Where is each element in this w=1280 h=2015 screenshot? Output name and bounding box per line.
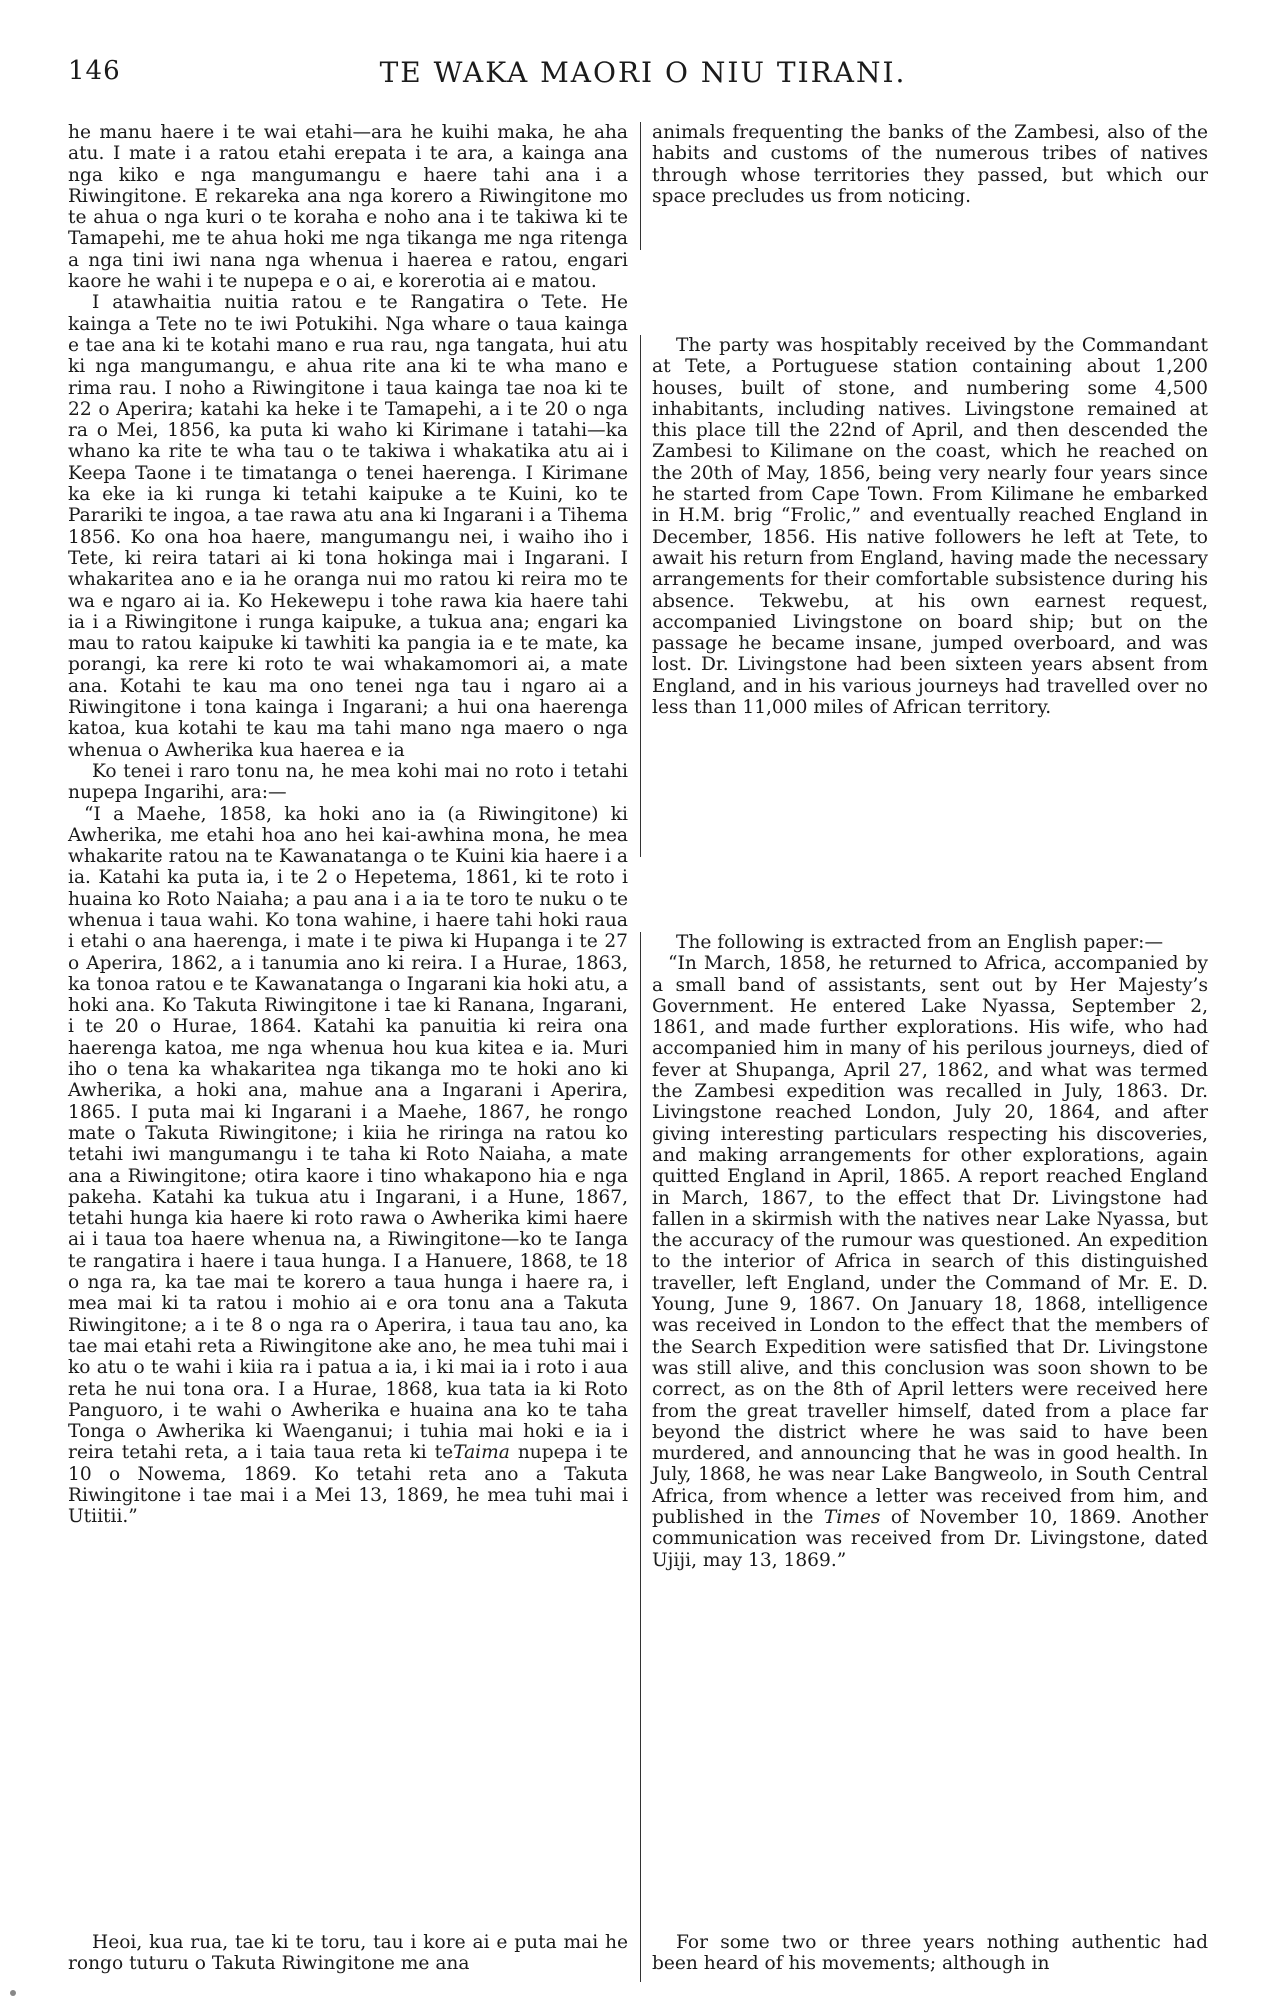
maori-paragraph-final: Heoi, kua rua, tae ki te toru, tau i kore ai e puta mai he rongo tuturu o Takuta Riwingitone me ana xyxy=(68,1932,628,1975)
maori-paragraph-3: Ko tenei i raro tonu na, he mea kohi mai no roto i tetahi nupepa Ingarihi, ara:— xyxy=(68,760,628,804)
taima-italic: Taima xyxy=(453,1442,510,1464)
english-block-animals xyxy=(652,122,1208,207)
maori-quote-text: “I a Maehe, 1858, ka hoki ano ia (a Riwingitone) ki Awherika, me etahi hoa ano hei kai-awhina mona, he mea whakarite ratou na te Kawanatanga o te Kuini kia haere i a ia. Katahi ka puta ia, i te 2 o Hepetema, 1861, ki te roto i huaina ko Roto Naiaha; a pau ana i a ia te toro te nuku o te whenua i taua wahi. Ko tona wahine, i haere tahi hoki raua i etahi o ana haerenga, i mate i te piwa ki Hupanga i te 27 o Aperira, 1862, a i tanumia ano ki reira. I a Hurae, 1863, ka tonoa ratou e te Kawanatanga o Ingarani kia hoki atu, a hoki ana. Ko Takuta Riwingitone i tae ki Ranana, Ingarani, i te 20 o Hurae, 1864. Katahi ka panuitia ki reira ona haerenga katoa, me nga whenua hou kua kitea e ia. Muri iho o tena ka whakaritea nga tikanga mo te hoki ano ki Awherika, a hoki ana, mahue ana a Ingarani i Aperira, 1865. I puta mai ki Ingarani i a Maehe, 1867, he rongo mate o Takuta Riwingitone; i kiia he riringa na ratou ko tetahi iwi mangumangu i te taha ki Roto Naiaha, a mate ana a Riwingitone; otira kaore i tino whakapono hia e nga pakeha. Katahi ka tukua atu i Ingarani, i a Hune, 1867, tetahi hunga kia haere ki roto rawa o Awherika kimi haere ai i taua toa haere whenua na, a Riwingitone—ko te Ianga te rangatira i haere i taua hunga. I a Hanuere, 1868, te 18 o nga ra, ka tae mai te korero a taua hunga i haere ra, i mea mai ki ta ratou i mohio ai e ora tonu ana a Takuta Riwingitone; a i te 8 o nga ra o Aperira, i taua tau ano, ka tae mai etahi reta a Riwingitone ake ano, he mea tuhi mai i ko atu o te wahi i kiia ra i patua a ia, i ki mai ia i roto i aua reta he nui tona ora. I a Hurae, 1868, kua tata ia ki Roto Panguoro, i te wahi o Awherika e huaina ana ko te taha Tonga o Awherika ki Waenganui; i tuhia mai hoki e ia i reira tetahi reta, a i taia taua reta ki te xyxy=(68,803,628,1464)
maori-paragraph-2: I atawhaitia nuitia ratou e te Rangatira o Tete. He kainga a Tete no te iwi Potukihi. Nga whare o taua kainga e tae ana ki te kotahi mano e rua rau, nga tangata, hui atu ki nga mangumangu, e ahua rite ana ki te wha mano e rima rau. I noho a Riwingitone i taua kainga tae noa ki te 22 o Aperira; katahi ka heke i te Tamapehi, a i te 20 o nga ra o Mei, 1856, ka puta ki waho ki Kirimane i tatahi—ka whano ka rite te wha tau o te takiwa i whakatika atu ai i Keepa Taone i te timatanga o tenei haerenga. I Kirimane ka eke ia ki runga ki tetahi kaipuke a te Kuini, ko te Parariki te ingoa, a tae rawa atu ana ki Ingarani i a Tihema 1856. Ko ona hoa haere, mangumangu nei, i waiho iho i Tete, ki reira tatari ai ki tona hokinga mai i Ingarani. I whakaritea ano e ia he oranga nui mo ratou ki reira mo te wa e ngaro ai ia. Ko Hekewepu i tohe rawa kia haere tahi ia i a Riwingitone i runga kaipuke, a tukua ana; engari ka mau to ratou kaipuke ki tawhiti ka pangia ia e te mate, ka porangi, ka rere ki roto te wai whakamomori ai, a mate ana. Kotahi te kau ma ono tenei nga tau i ngaro ai a Riwingitone i tona kainga i Ingarani; a hui ona haerenga katoa, kua kotahi te kau ma tahi mano nga maero o nga whenua o Awherika kua haerea e ia xyxy=(68,292,628,761)
maori-column-block-2 xyxy=(68,1932,628,1975)
maori-column-block-1 xyxy=(68,122,628,1528)
english-block-quote xyxy=(652,932,1208,1571)
column-divider xyxy=(640,122,641,250)
english-paragraph-2: The party was hospitably received by the Commandant at Tete, a Portuguese station containing about 1,200 houses, built of stone, and numbering some 4,500 inhabitants, including natives. Livingstone remained at this place till the 22nd of April, and then descended the Zambesi to Kilimane on the coast, which he reached on the 20th of May, 1856, being very nearly four years since he started from Cape Town. From Kilimane he embarked in H.M. brig “Frolic,” and eventually reached England in December, 1856. His native followers he left at Tete, to await his return from England, having made the necessary arrangements for their comfortable subsistence during his absence. Tekwebu, at his own earnest request, accompanied Livingstone on board ship; but on the passage he became insane, jumped overboard, and was lost. Dr. Livingstone had been sixteen years absent from England, and in his various journeys had travelled over no less than 11,000 miles of African territory. xyxy=(652,335,1208,719)
column-divider xyxy=(640,932,641,1932)
times-italic: Times xyxy=(823,1507,881,1529)
english-paragraph-final: For some two or three years nothing authentic had been heard of his movements; although in xyxy=(652,1932,1208,1975)
english-quote-end: of November 10, 1869. Another communication was received from Dr. Livingstone, dated Ujiji, may 13, 1869.” xyxy=(652,1507,1209,1571)
page-header xyxy=(68,56,1218,100)
maori-quote-paragraph xyxy=(68,804,628,1528)
english-quote-text: “In March, 1858, he returned to Africa, accompanied by a small band of assistants, sent out by Her Majesty’s Government. He entered Lake Nyassa, September 2, 1861, and made further explorations. His wife, who had accompanied him in many of his perilous journeys, died of fever at Shupanga, April 27, 1862, and what was termed the Zambesi expedition was recalled in July, 1863. Dr. Livingstone reached London, July 20, 1864, and after giving interesting particulars respecting his discoveries, and making arrangements for other explorations, again quitted England in April, 1865. A report reached England in March, 1867, to the effect that Dr. Livingstone had fallen in a skirmish with the natives near Lake Nyassa, but the accuracy of the rumour was questioned. An expedition to the interior of Africa in search of this distinguished traveller, left England, under the Command of Mr. E. D. Young, June 9, 1867. On January 18, 1868, intelligence was received in London to the effect that the members of the Search Expedition were satisfied that Dr. Livingstone was still alive, and this conclusion was soon shown to be correct, as on the 8th of April letters were received here from the great traveller himself, dated from a place far beyond the district where he was said to have been murdered, and announcing that he was in good health. In July, 1868, he was near Lake Bangweolo, in South Central Africa, from whence a letter was received from him, and published in the xyxy=(652,953,1208,1529)
english-block-tete xyxy=(652,335,1208,718)
english-block-final xyxy=(652,1932,1208,1975)
scan-mark xyxy=(10,1990,16,1996)
running-title: TE WAKA MAORI O NIU TIRANI. xyxy=(379,56,907,89)
maori-quote-end: nupepa i te 10 o Nowema, 1869. Ko tetahi reta ano a Takuta Riwingitone i tae mai i a Mei 13, 1869, he mea tuhi mai i Utiitii.” xyxy=(68,1442,629,1528)
english-paragraph-1: animals frequenting the banks of the Zambesi, also of the habits and customs of the numerous tribes of natives through whose territories they passed, but which our space precludes us from noticing. xyxy=(652,122,1208,207)
english-paragraph-3: The following is extracted from an English paper:— xyxy=(676,932,1164,953)
column-divider xyxy=(640,1932,641,1982)
column-divider xyxy=(640,335,641,857)
english-quote-paragraph xyxy=(652,953,1208,1571)
maori-paragraph-1: he manu haere i te wai etahi—ara he kuihi maka, he aha atu. I mate i a ratou etahi erepata i te ara, a kainga ana nga kiko e nga mangumangu e haere tahi ana i a Riwingitone. E rekareka ana nga korero a Riwingitone mo te ahua o nga kuri o te koraha e noho ana i te takiwa ki te Tamapehi, me te ahua hoki me nga tikanga me nga ritenga a nga tini iwi nana nga whenua i haerea e ratou, engari kaore he wahi i te nupepa e o ai, e korerotia ai e matou. xyxy=(68,122,628,293)
page-number: 146 xyxy=(68,56,121,86)
